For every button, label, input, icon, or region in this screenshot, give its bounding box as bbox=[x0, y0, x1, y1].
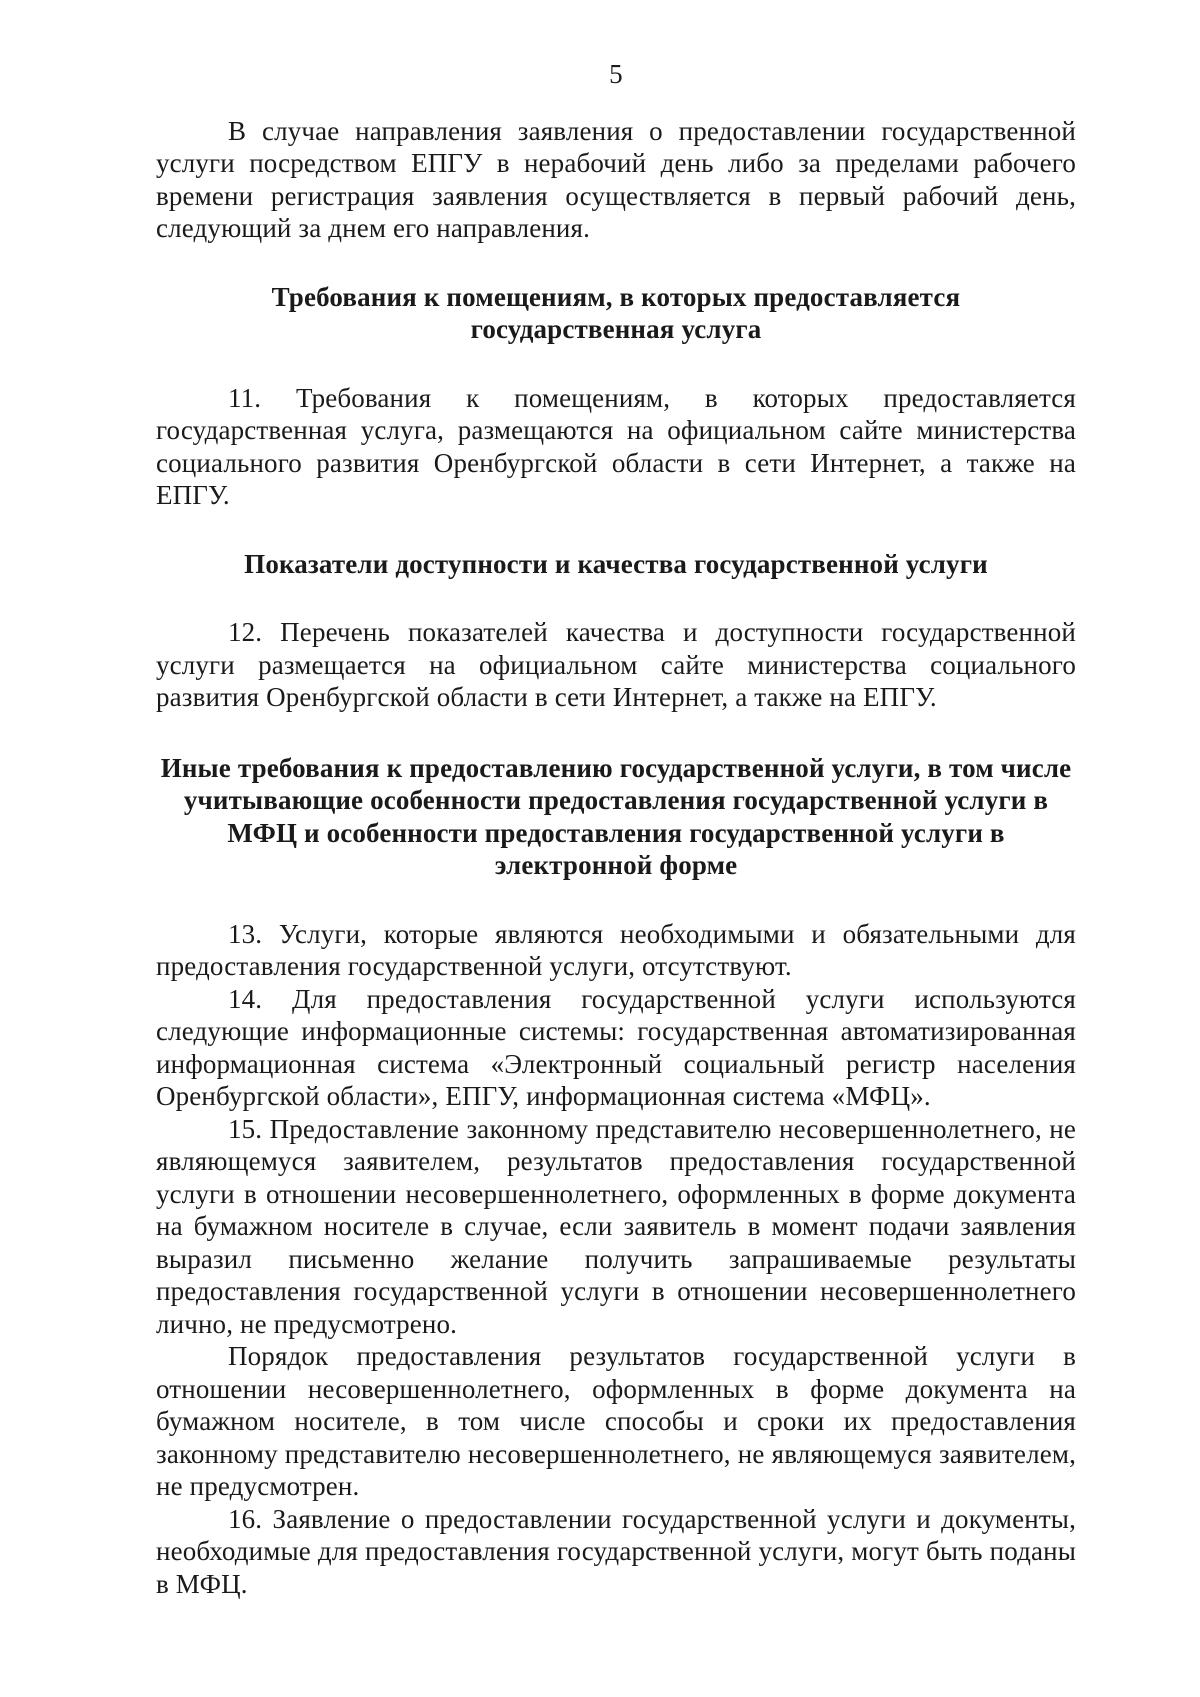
paragraph-13: 13. Услуги, которые являются необходимыми и обязательными для предоставления государственной услуги, отсутствуют. bbox=[156, 918, 1076, 981]
paragraph-14: 14. Для предоставления государственной услуги используются следующие информационные системы: государственная автоматизированная информационная система «Электронный социальный регистр населения Оренбургской области», ЕПГУ, информационная система «МФЦ». bbox=[156, 983, 1076, 1111]
paragraph-11: 11. Требования к помещениям, в которых предоставляется государственная услуга, размещаются на официальном сайте министерства социального развития Оренбургской области в сети Интернет, а также на ЕПГУ. bbox=[156, 382, 1076, 510]
heading-accessibility-quality: Показатели доступности и качества государственной услуги bbox=[244, 548, 988, 579]
paragraph-16: 16. Заявление о предоставлении государственной услуги и документы, необходимые для предоставления государственной услуги, могут быть поданы в МФЦ. bbox=[156, 1503, 1076, 1599]
page-number: 5 bbox=[609, 59, 623, 89]
paragraph-15: 15. Предоставление законному представителю несовершеннолетнего, не являющемуся заявителем, результатов предоставления государственной услуги в отношении несовершеннолетнего, оформленных в форме документа на бумажном носителе в случае, если заявитель в момент подачи заявления выразил письменно желание получить запрашиваемые результаты предоставления государственной услуги в отношении несовершеннолетнего лично, не предусмотрено. bbox=[156, 1113, 1076, 1339]
paragraph-12: 12. Перечень показателей качества и доступности государственной услуги размещается на официальном сайте министерства социального развития Оренбургской области в сети Интернет, а также на ЕПГУ. bbox=[156, 617, 1076, 712]
heading-premises-requirements: Требования к помещениям, в которых предоставляется государственная услуга bbox=[271, 281, 961, 344]
paragraph-registration: В случае направления заявления о предоставлении государственной услуги посредством ЕПГУ в нерабочий день либо за пределами рабочего времени регистрация заявления осуществляется в первый рабочий день, следующий за днем его направления. bbox=[156, 115, 1076, 243]
heading-other-requirements: Иные требования к предоставлению государственной услуги, в том числе учитывающие особенности предоставления государственной услуги в МФЦ и особенности предоставления государственной услуги в электронной форме bbox=[160, 752, 1072, 880]
paragraph-15-procedure: Порядок предоставления результатов государственной услуги в отношении несовершеннолетнего, оформленных в форме документа на бумажном носителе, в том числе способы и сроки их предоставления законному представителю несовершеннолетнего, не являющемуся заявителем, не предусмотрен. bbox=[156, 1341, 1076, 1501]
